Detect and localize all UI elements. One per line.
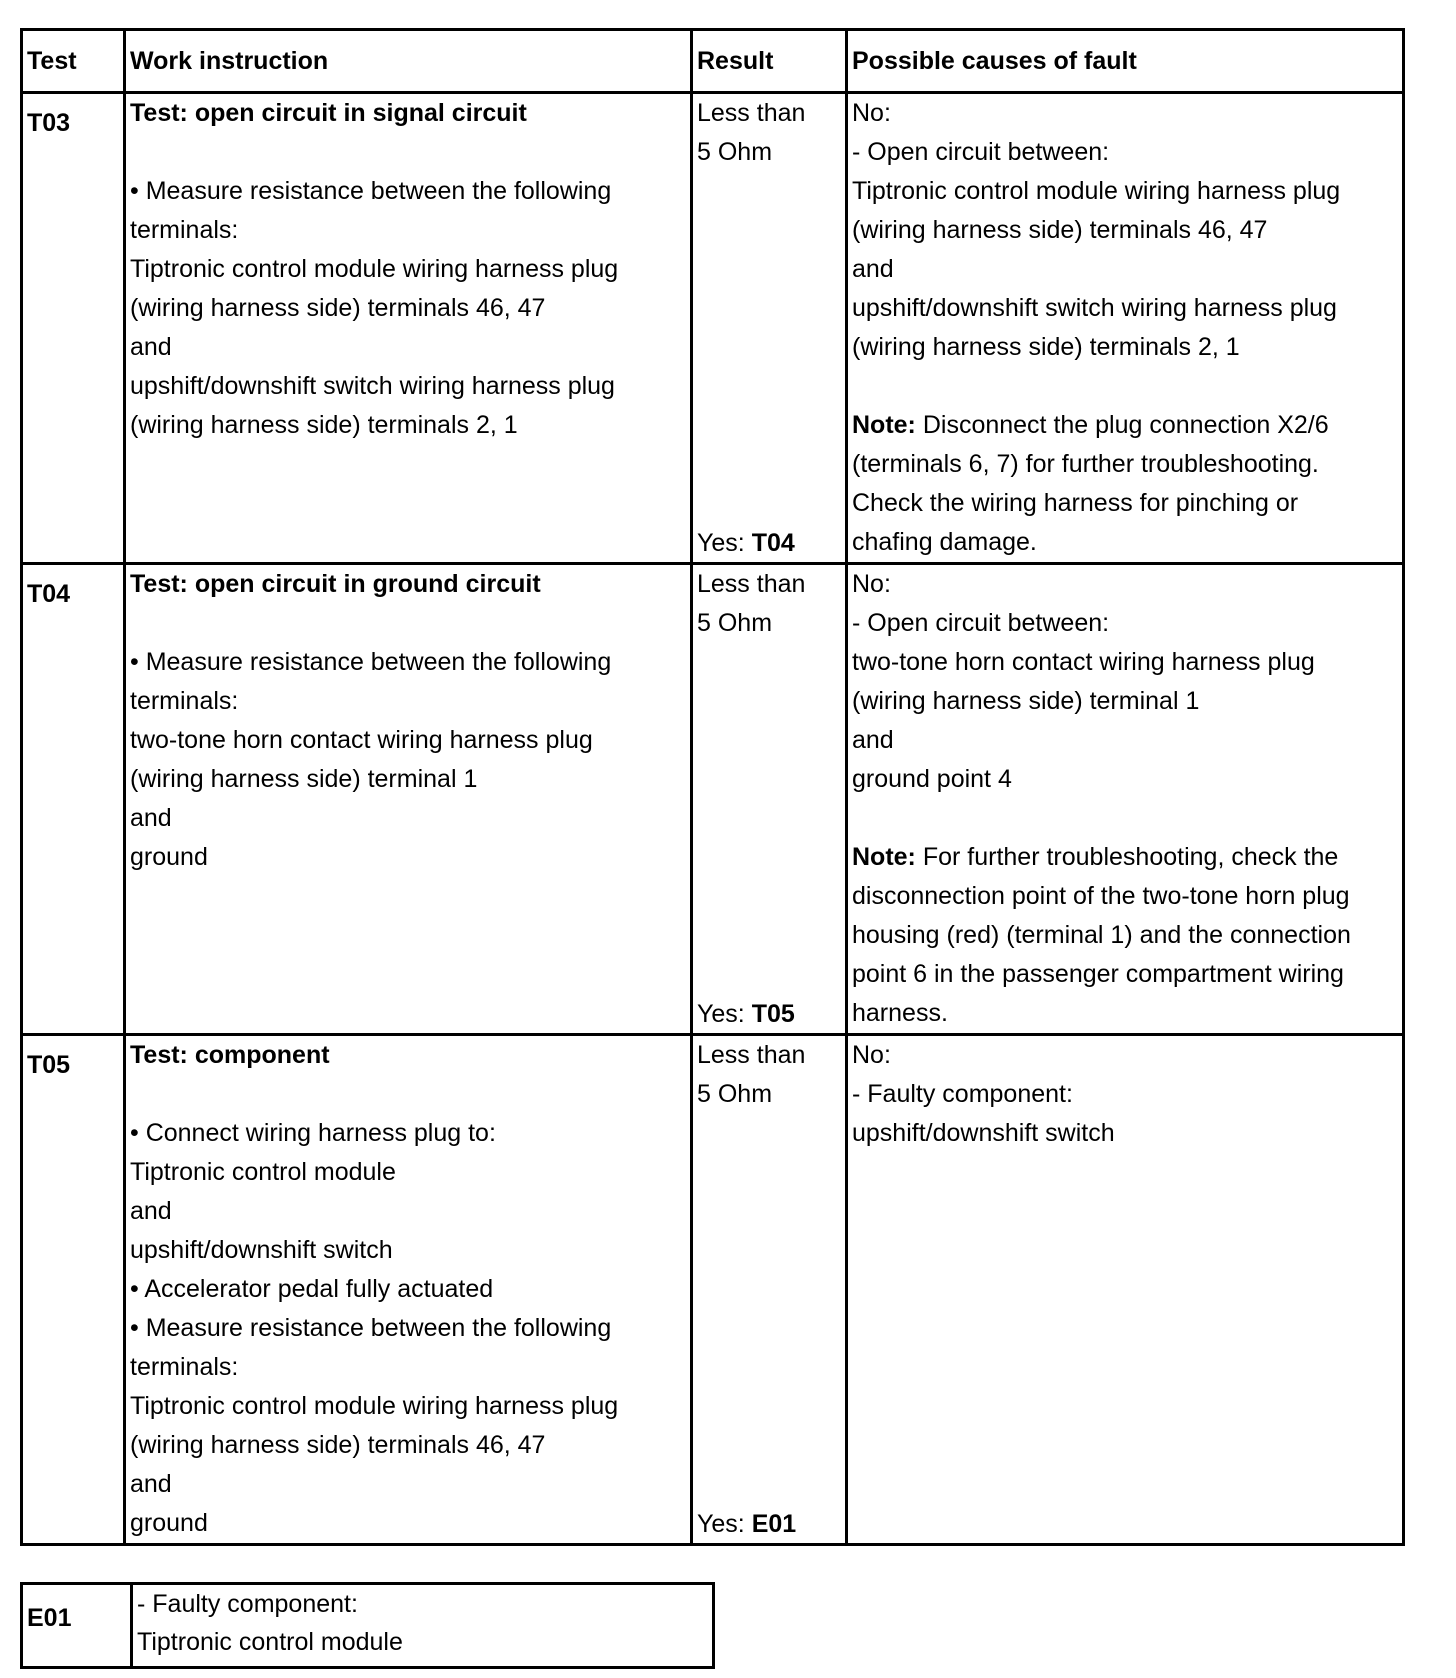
text-line: No: [852, 1041, 891, 1069]
text-line: Tiptronic control module wiring harness plug [130, 255, 619, 283]
yes-label: Yes: [697, 1510, 752, 1538]
text-line: and [130, 1470, 172, 1498]
text-line: chafing damage. [852, 528, 1037, 556]
text-line: (wiring harness side) terminals 46, 47 [130, 1431, 546, 1459]
text-line: Tiptronic control module [130, 1158, 396, 1186]
work-instruction-cell [125, 93, 692, 564]
blank-line [852, 367, 1402, 406]
text-line: - Open circuit between: [852, 609, 1110, 637]
table-row [22, 93, 1404, 564]
test-id-cell [22, 1035, 125, 1545]
text-line: and [852, 726, 894, 754]
text-line: ground [130, 843, 208, 871]
text-line: (wiring harness side) terminals 2, 1 [130, 411, 518, 439]
text-line: harness. [852, 999, 948, 1027]
text-line: • Measure resistance between the following [130, 648, 612, 676]
possible-causes-cell [847, 93, 1404, 564]
note-first-line [852, 838, 1402, 877]
test-id: T05 [27, 1051, 71, 1079]
text-line: • Connect wiring harness plug to: [130, 1119, 496, 1147]
yes-next-step [697, 528, 795, 558]
causes-list [852, 94, 1402, 406]
text-line: ground [130, 1509, 208, 1537]
text-line: upshift/downshift switch [130, 1236, 393, 1264]
text-line: No: [852, 99, 891, 127]
diagnostic-table [20, 28, 1405, 1546]
text-line: and [130, 804, 172, 832]
yes-target: T04 [751, 529, 795, 557]
end-result-id: E01 [22, 1584, 132, 1668]
text-line: and [130, 1197, 172, 1225]
step-title: Test: open circuit in ground circuit [130, 570, 541, 598]
yes-target: T05 [751, 1000, 795, 1028]
result-cell [692, 1035, 847, 1545]
step-title: Test: component [130, 1041, 330, 1069]
text-line: two-tone horn contact wiring harness plug [852, 648, 1315, 676]
text-line: terminals: [130, 687, 239, 715]
yes-label: Yes: [697, 529, 752, 557]
text-line: (wiring harness side) terminal 1 [130, 765, 478, 793]
blank-line [852, 799, 1402, 838]
text-line: (wiring harness side) terminals 46, 47 [852, 216, 1268, 244]
header-test: Test [22, 30, 125, 93]
result-cell [692, 93, 847, 564]
header-row [22, 30, 1404, 93]
text-line: Tiptronic control module wiring harness plug [852, 177, 1341, 205]
end-result-text-cell [132, 1584, 714, 1668]
text-line: upshift/downshift switch wiring harness plug [130, 372, 615, 400]
note-label: Note: [852, 411, 916, 439]
step-title: Test: open circuit in signal circuit [130, 99, 527, 127]
table-row [22, 1035, 1404, 1545]
text-line: upshift/downshift switch wiring harness plug [852, 294, 1337, 322]
text-line: • Measure resistance between the following [130, 1314, 612, 1342]
result-condition: Less than [697, 1041, 806, 1069]
text-line: housing (red) (terminal 1) and the connection [852, 921, 1351, 949]
header-possible-causes: Possible causes of fault [847, 30, 1404, 93]
header-result: Result [692, 30, 847, 93]
end-result-line: - Faulty component: [137, 1590, 358, 1618]
yes-target: E01 [751, 1510, 797, 1538]
result-condition: Less than [697, 99, 806, 127]
test-id: T04 [27, 580, 71, 608]
text-line: disconnection point of the two-tone horn plug [852, 882, 1350, 910]
text-line: two-tone horn contact wiring harness plug [130, 726, 593, 754]
instruction-list [130, 604, 690, 877]
causes-list [852, 565, 1402, 838]
result-cell [692, 564, 847, 1035]
blank-line [130, 1075, 690, 1114]
text-line: (wiring harness side) terminal 1 [852, 687, 1200, 715]
blank-line [130, 133, 690, 172]
note-text: For further troubleshooting, check the [915, 843, 1339, 871]
text-line: terminals: [130, 1353, 239, 1381]
end-result-table [20, 1582, 715, 1669]
text-line: Check the wiring harness for pinching or [852, 489, 1299, 517]
text-line: upshift/downshift switch [852, 1119, 1115, 1147]
possible-causes-cell [847, 564, 1404, 1035]
text-line: (wiring harness side) terminals 2, 1 [852, 333, 1240, 361]
result-condition: Less than [697, 570, 806, 598]
end-result-row [22, 1584, 714, 1668]
note-text: Disconnect the plug connection X2/6 [915, 411, 1329, 439]
test-id-cell [22, 93, 125, 564]
text-line: and [852, 255, 894, 283]
result-value: 5 Ohm [697, 609, 773, 637]
possible-causes-cell [847, 1035, 1404, 1545]
text-line: ground point 4 [852, 765, 1012, 793]
note-lines [852, 877, 1402, 1033]
text-line: (terminals 6, 7) for further troubleshooting. [852, 450, 1319, 478]
text-line: • Accelerator pedal fully actuated [130, 1275, 494, 1303]
end-result-line: Tiptronic control module [137, 1628, 403, 1656]
text-line: terminals: [130, 216, 239, 244]
text-line: point 6 in the passenger compartment wiring [852, 960, 1344, 988]
text-line: • Measure resistance between the following [130, 177, 612, 205]
yes-next-step [697, 999, 795, 1029]
text-line: - Open circuit between: [852, 138, 1110, 166]
note-first-line [852, 406, 1402, 445]
work-instruction-cell [125, 1035, 692, 1545]
text-line: and [130, 333, 172, 361]
note-label: Note: [852, 843, 916, 871]
text-line: Tiptronic control module wiring harness plug [130, 1392, 619, 1420]
result-value: 5 Ohm [697, 1080, 773, 1108]
blank-line [130, 604, 690, 643]
note-lines [852, 445, 1402, 562]
header-work-instruction: Work instruction [125, 30, 692, 93]
work-instruction-cell [125, 564, 692, 1035]
causes-list [852, 1036, 1402, 1153]
text-line: - Faulty component: [852, 1080, 1073, 1108]
text-line: (wiring harness side) terminals 46, 47 [130, 294, 546, 322]
text-line: No: [852, 570, 891, 598]
test-id-cell [22, 564, 125, 1035]
test-id: T03 [27, 109, 71, 137]
yes-next-step [697, 1509, 796, 1539]
yes-label: Yes: [697, 1000, 752, 1028]
instruction-list [130, 133, 690, 445]
table-row [22, 564, 1404, 1035]
instruction-list [130, 1075, 690, 1543]
result-value: 5 Ohm [697, 138, 773, 166]
